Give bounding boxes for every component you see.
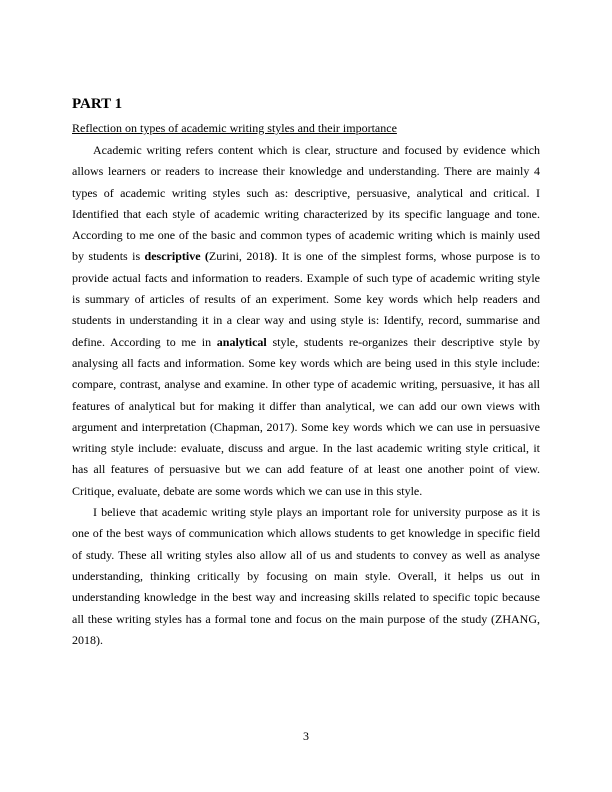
- citation-close-bold: ): [270, 249, 275, 264]
- citation-zurini: Zurini, 2018: [208, 249, 271, 264]
- paragraph-1-text-a: Academic writing refers content which is clear, structure and focused by evidence which allows learners or readers to increase their knowledge and understanding. There are mainly 4 types of academic writing styles such as: descriptive, persuasive, analytical and critical. I Identified that each style of academic writing characterized by its specific language and tone. According to me one of the basic and common types of academic writing which is mainly used by students is: [72, 143, 540, 264]
- paragraph-1-text-c: . It is one of the simplest forms, whose purpose is to provide actual facts and information to readers. Example of such type of academic writing style is summary of articles of results of an experiment. Some key words which help readers and students in understanding it in a clear way and using style is: Identify, record, summarise and define. According to me in: [72, 249, 541, 349]
- body-text: [72, 140, 540, 651]
- analytical-bold: analytical: [216, 334, 267, 349]
- paragraph-2: I believe that academic writing style plays an important role for university purpose as it is one of the best ways of communication which allows students to get knowledge in specific field of study. These all writing styles also allow all of us and students to convey as well as analyse understanding, thinking critically by focusing on main style. Overall, it helps us out in understanding knowledge in the best way and increasing skills related to specific topic because all these writing styles has a formal tone and focus on the main purpose of the study (ZHANG, 2018).: [72, 505, 540, 647]
- part-heading: PART 1: [72, 96, 123, 112]
- descriptive-bold: descriptive (: [144, 249, 209, 264]
- section-title: Reflection on types of academic writing styles and their importance: [72, 121, 397, 135]
- paragraph-1-text-d: style, students re-organizes their descriptive style by analysing all facts and information. Some key words which are being used in this style include: compare, contrast, analyse and examine. In other type of academic writing, persuasive, it has all features of analytical but for making it differ than analytical, we can add our own views with argument and interpretation (Chapman, 2017). Some key words which we can use in persuasive writing style include: evaluate, discuss and argue. In the last academic writing style critical, it has all features of persuasive but we can add feature of at least one another point of view. Critique, evaluate, debate are some words which we can use in this style.: [72, 334, 540, 498]
- page-number: 3: [303, 729, 309, 743]
- paragraph-1: [72, 140, 540, 502]
